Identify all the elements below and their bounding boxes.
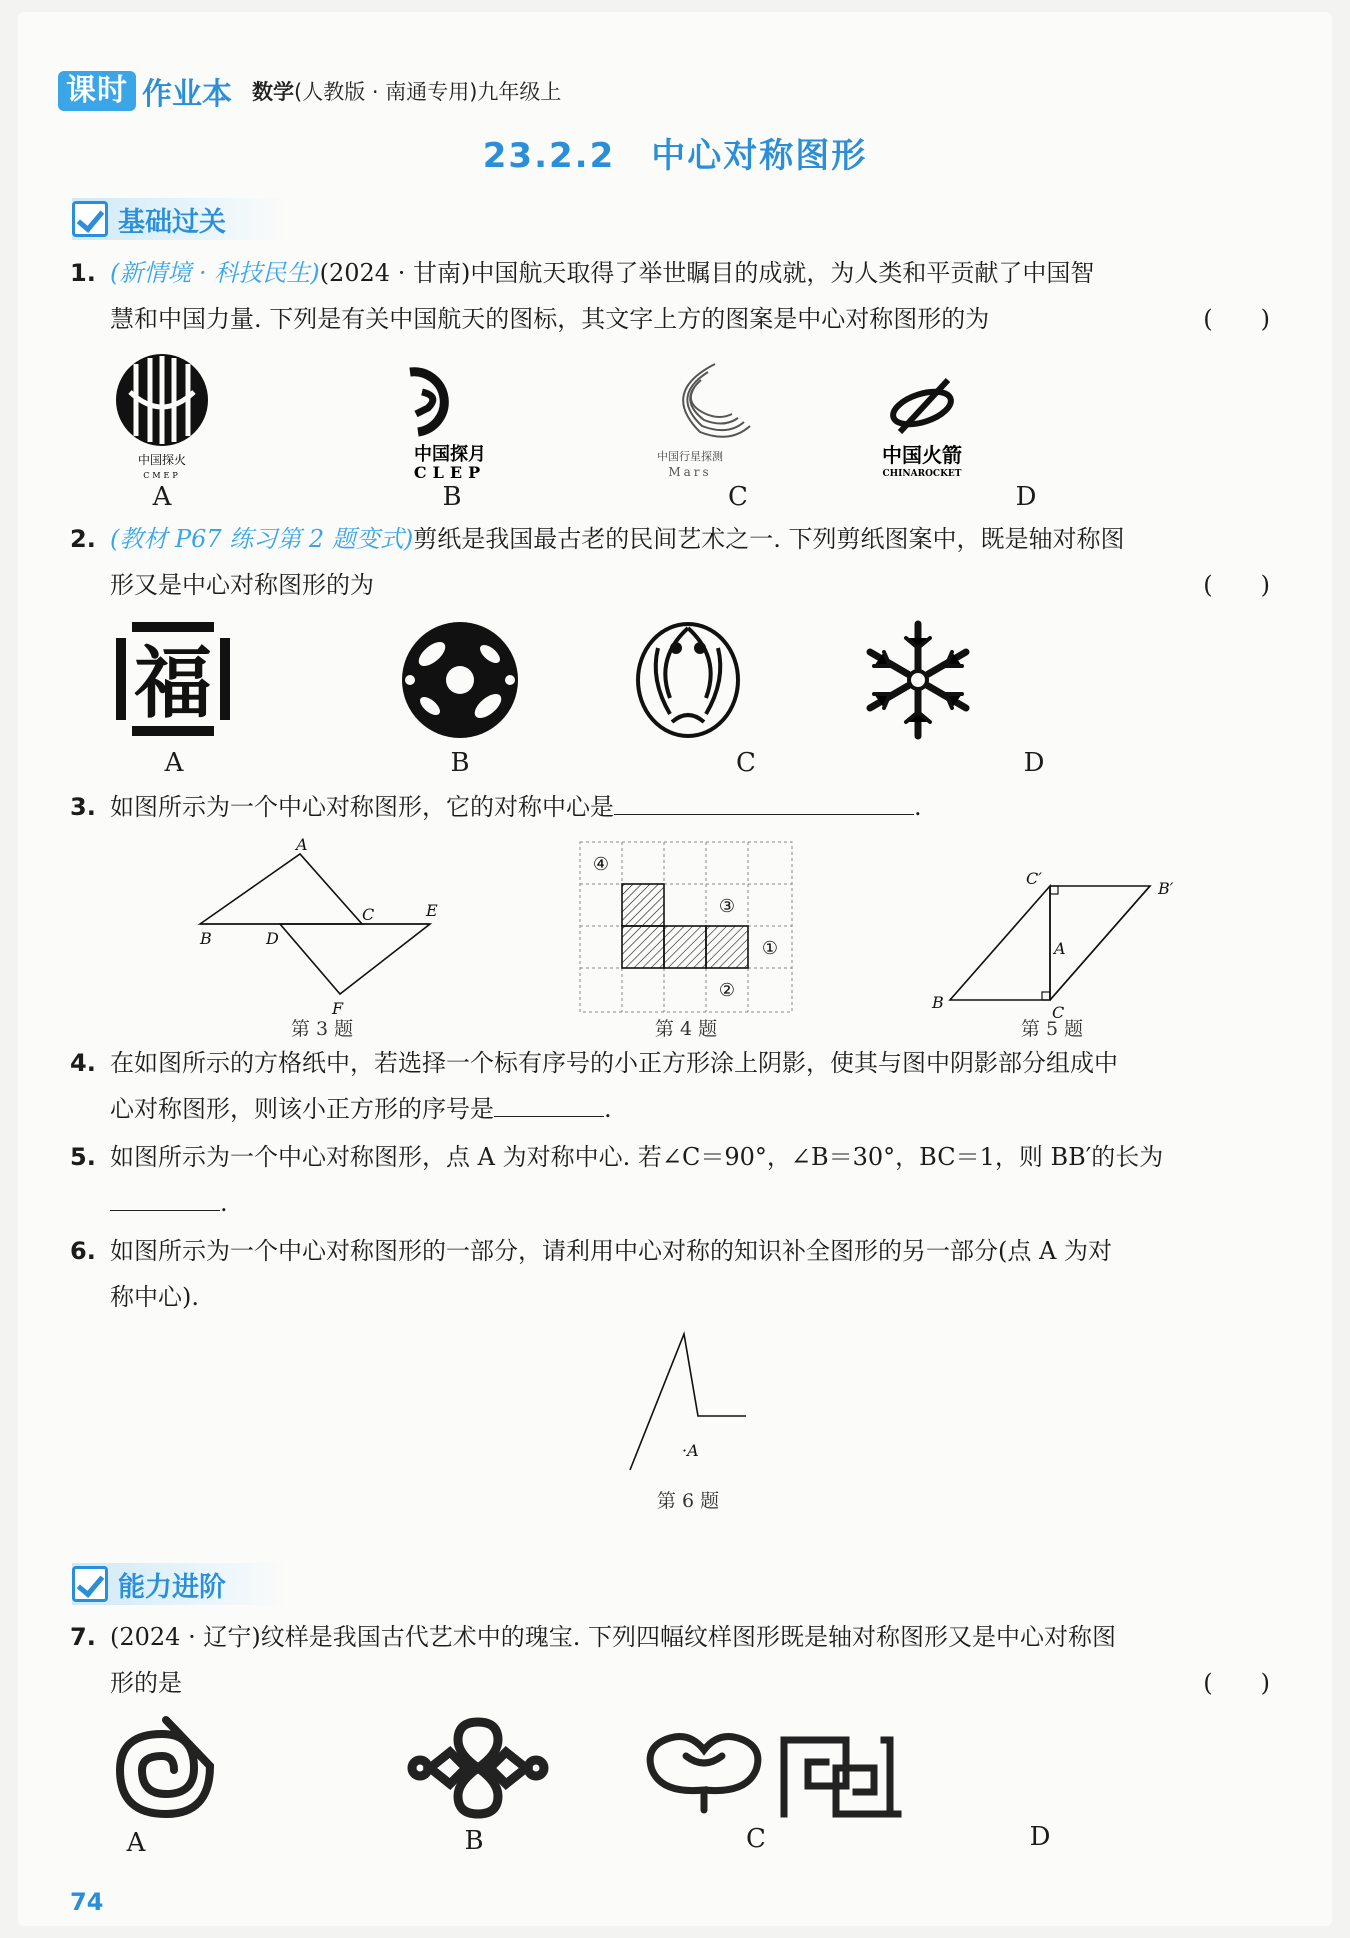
question-text: 形又是中心对称图形的为 <box>110 571 374 599</box>
option-label-d: D <box>1015 482 1037 512</box>
question-number: 6. <box>70 1237 96 1265</box>
brand-logo-text: 作业本 <box>142 77 232 112</box>
question-text: (2024 · 甘南)中国航天取得了举世瞩目的成就，为人类和平贡献了中国智 <box>319 259 1095 287</box>
section-header-advanced-label: 能力进阶 <box>118 1571 226 1603</box>
question-6 <box>70 1228 1270 1320</box>
question-tag: (新情境 · 科技民生) <box>110 259 320 287</box>
question-text: 如图所示为一个中心对称图形的一部分，请利用中心对称的知识补全图形的另一部分(点 A 为对 <box>110 1237 1112 1265</box>
grid-mark-3: ③ <box>718 896 736 917</box>
answer-blank[interactable] <box>494 1088 604 1117</box>
figure-q6 <box>600 1320 780 1480</box>
point-label-c: C <box>1052 1003 1065 1022</box>
option-label-c: C <box>746 1824 766 1854</box>
figure-caption-q3: 第 3 题 <box>290 1018 354 1040</box>
question-number: 2. <box>70 525 96 553</box>
point-label-a: A <box>296 836 308 854</box>
fu-character: 福 <box>133 638 213 729</box>
section-header-basic-label: 基础过关 <box>118 206 226 238</box>
point-label-e: E <box>426 901 438 920</box>
question-text: 剪纸是我国最古老的民间艺术之一. 下列剪纸图案中，既是轴对称图 <box>413 525 1125 553</box>
figure-caption-q4: 第 4 题 <box>654 1018 718 1040</box>
question-text: 如图所示为一个中心对称图形，点 A 为对称中心. 若∠C＝90°，∠B＝30°，BC＝1，则 BB′的长为 <box>110 1143 1164 1171</box>
pattern-c-cloud <box>650 1737 758 1811</box>
logo-d-cn: 中国火箭 <box>882 443 962 467</box>
checkbox-icon <box>72 201 108 237</box>
logo-b-en: CLEP <box>413 463 487 482</box>
point-label-b: B <box>932 993 944 1012</box>
question-number: 4. <box>70 1049 96 1077</box>
point-label-b: B <box>200 929 212 948</box>
figure-caption-q5: 第 5 题 <box>1020 1018 1084 1040</box>
figures-row-q3-q5 <box>180 836 1180 1036</box>
point-label-b-prime: B′ <box>1158 879 1174 898</box>
pattern-a-spiral <box>120 1720 210 1814</box>
pattern-b-knot <box>412 1722 544 1814</box>
q1-logos <box>100 352 1180 482</box>
figure-q4-grid <box>580 842 792 1012</box>
section-header-basic <box>72 198 286 240</box>
papercut-a-fu <box>116 622 230 736</box>
option-label-a: A <box>152 482 172 512</box>
logo-a-cmep <box>116 354 208 480</box>
option-label-a: A <box>164 748 184 778</box>
answer-blank[interactable] <box>110 1182 220 1211</box>
question-text: 如图所示为一个中心对称图形，它的对称中心是 <box>110 793 614 821</box>
question-end: . <box>604 1095 612 1123</box>
question-text: 心对称图形，则该小正方形的序号是 <box>110 1095 494 1123</box>
question-5 <box>70 1134 1270 1226</box>
subject-name: 数学 <box>252 80 294 104</box>
grid-mark-1: ① <box>761 938 779 959</box>
answer-blank[interactable] <box>614 786 914 815</box>
question-number: 5. <box>70 1143 96 1171</box>
option-label-a: A <box>126 1828 146 1858</box>
logo-d-chinarocket <box>882 380 962 479</box>
question-3 <box>70 784 1270 830</box>
option-label-d: D <box>1029 1822 1051 1852</box>
question-1 <box>70 250 1270 342</box>
logo-c-en: Mars <box>668 465 712 479</box>
question-tag: (教材 P67 练习第 2 题变式) <box>110 525 414 553</box>
answer-paren: ( ) <box>1203 1669 1270 1697</box>
subject-edition: (人教版 · 南通专用)九年级上 <box>294 80 562 104</box>
answer-paren: ( ) <box>1203 571 1270 599</box>
answer-paren: ( ) <box>1203 305 1270 333</box>
logo-c-mars <box>657 364 750 479</box>
question-7 <box>70 1614 1270 1706</box>
papercut-c-twinfish <box>638 624 738 736</box>
point-label-c: C <box>362 905 375 924</box>
logo-b-clep <box>410 372 486 482</box>
question-text: 慧和中国力量. 下列是有关中国航天的图标，其文字上方的图案是中心对称图形的为 <box>110 305 990 333</box>
point-label-c-prime: C′ <box>1026 869 1042 888</box>
question-number: 3. <box>70 793 96 821</box>
point-label-d: D <box>266 929 279 948</box>
q7-patterns <box>100 1710 1140 1830</box>
subject-line <box>252 76 561 106</box>
papercut-d-snowflake <box>870 624 966 736</box>
logo-c-cn: 中国行星探测 <box>657 450 723 463</box>
question-number: 1. <box>70 259 96 287</box>
page-number: 74 <box>70 1888 104 1916</box>
book-header <box>58 68 561 114</box>
pencil-icon <box>72 1566 108 1602</box>
option-label-c: C <box>736 748 756 778</box>
question-text: 形的是 <box>110 1669 182 1697</box>
logo-b-cn: 中国探月 <box>414 444 486 465</box>
section-header-advanced <box>72 1563 286 1605</box>
option-label-b: B <box>442 482 462 512</box>
option-label-c: C <box>728 482 748 512</box>
question-end: . <box>220 1189 228 1217</box>
point-label-f: F <box>332 999 344 1018</box>
question-end: . <box>914 793 922 821</box>
option-label-b: B <box>464 1826 484 1856</box>
grid-mark-4: ④ <box>592 854 610 875</box>
pattern-d-meander <box>784 1740 898 1814</box>
logo-a-en: CMEP <box>143 471 181 480</box>
question-number: 7. <box>70 1623 96 1651</box>
section-title: 23.2.2 中心对称图形 <box>482 136 868 176</box>
grid-mark-2: ② <box>718 980 736 1001</box>
papercut-b-fish <box>402 622 518 738</box>
question-text: 在如图所示的方格纸中，若选择一个标有序号的小正方形涂上阴影，使其与图中阴影部分组成中 <box>110 1049 1118 1077</box>
q2-papercuts <box>110 618 1110 746</box>
logo-d-en: CHINAROCKET <box>882 469 962 479</box>
figure-q5 <box>931 869 1174 1022</box>
center-point-a: ·A <box>682 1441 699 1460</box>
question-text: (2024 · 辽宁)纹样是我国古代艺术中的瑰宝. 下列四幅纹样图形既是轴对称图形又是中心对称图 <box>110 1623 1116 1651</box>
question-2 <box>70 516 1270 608</box>
brand-logo-box: 课时 <box>58 71 136 111</box>
option-label-b: B <box>450 748 470 778</box>
point-label-a: A <box>1054 939 1066 958</box>
question-4 <box>70 1040 1270 1132</box>
figure-caption-q6: 第 6 题 <box>656 1490 720 1512</box>
option-label-d: D <box>1023 748 1045 778</box>
question-text: 称中心). <box>110 1283 199 1311</box>
figure-q3 <box>199 836 438 1018</box>
logo-a-cn: 中国探火 <box>137 453 187 467</box>
